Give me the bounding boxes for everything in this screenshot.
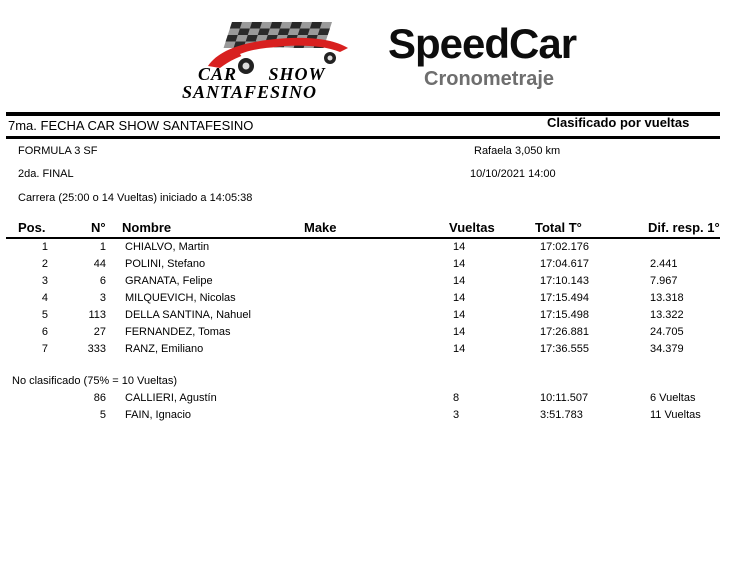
table-row (0, 275, 732, 292)
cell-name: CHIALVO, Martin (125, 241, 210, 253)
cell-name: RANZ, Emiliano (125, 343, 204, 355)
cell-diff: 34.379 (650, 343, 684, 355)
race-info: Carrera (25:00 o 14 Vueltas) iniciado a 14:05:38 (18, 192, 253, 204)
cell-laps: 14 (453, 292, 466, 304)
cell-total-time: 17:26.881 (540, 326, 589, 338)
cell-name: CALLIERI, Agustín (125, 392, 217, 404)
track: Rafaela 3,050 km (474, 145, 561, 157)
cell-pos: 5 (41, 309, 48, 321)
cell-laps: 14 (453, 258, 466, 270)
cell-name: FAIN, Ignacio (125, 409, 192, 421)
cell-number: 44 (93, 258, 106, 270)
cell-total-time: 17:10.143 (540, 275, 589, 287)
cell-pos: 4 (41, 292, 48, 304)
logo-car-show-text: CAR SHOW (198, 64, 326, 84)
cell-pos: 6 (41, 326, 48, 338)
cell-name: DELLA SANTINA, Nahuel (125, 309, 251, 321)
cell-diff: 11 Vueltas (650, 409, 701, 421)
cell-total-time: 17:02.176 (540, 241, 589, 253)
table-row (0, 241, 732, 258)
header-make: Make (304, 220, 337, 235)
cell-diff: 13.318 (650, 292, 684, 304)
cell-pos: 3 (41, 275, 48, 287)
car-show-logo (180, 18, 370, 100)
table-row (0, 326, 732, 343)
logo-santafesino-text: SANTAFESINO (182, 82, 318, 102)
session: 2da. FINAL (18, 168, 74, 180)
speedcar-logo-sub: Cronometraje (424, 68, 555, 90)
event-title: 7ma. FECHA CAR SHOW SANTAFESINO (8, 118, 254, 133)
cell-laps: 14 (453, 326, 466, 338)
cell-number: 113 (88, 309, 106, 321)
cell-number: 5 (99, 409, 106, 421)
cell-diff: 24.705 (650, 326, 684, 338)
table-row (0, 409, 732, 426)
cell-name: POLINI, Stefano (125, 258, 206, 270)
cell-name: GRANATA, Felipe (125, 275, 213, 287)
cell-number: 3 (99, 292, 106, 304)
speedcar-logo-name: SpeedCar (388, 20, 577, 67)
table-row (0, 292, 732, 309)
cell-laps: 8 (453, 392, 460, 404)
cell-diff: 7.967 (650, 275, 678, 287)
cell-laps: 14 (453, 343, 466, 355)
cell-diff: 2.441 (650, 258, 678, 270)
cell-total-time: 10:11.507 (540, 392, 589, 404)
datetime: 10/10/2021 14:00 (470, 168, 556, 180)
header-rule (6, 237, 720, 239)
header-name: Nombre (122, 220, 172, 235)
cell-total-time: 3:51.783 (540, 409, 583, 421)
cell-diff: 13.322 (650, 309, 684, 321)
category: FORMULA 3 SF (18, 145, 98, 157)
cell-total-time: 17:04.617 (540, 258, 589, 270)
cell-pos: 7 (41, 343, 48, 355)
cell-name: MILQUEVICH, Nicolas (125, 292, 236, 304)
cell-number: 27 (93, 326, 106, 338)
table-row (0, 343, 732, 360)
cell-laps: 14 (453, 275, 466, 287)
header-pos: Pos. (18, 220, 46, 235)
cell-laps: 14 (453, 309, 466, 321)
table-row (0, 258, 732, 275)
cell-diff: 6 Vueltas (650, 392, 696, 404)
cell-number: 1 (99, 241, 106, 253)
cell-laps: 14 (453, 241, 466, 253)
cell-total-time: 17:36.555 (540, 343, 589, 355)
table-row (0, 309, 732, 326)
header-laps: Vueltas (449, 220, 495, 235)
report-type: Clasificado por vueltas (547, 115, 690, 130)
header-number: N° (91, 220, 106, 235)
title-bottom-rule (6, 136, 720, 139)
speedcar-logo (388, 20, 638, 94)
cell-name: FERNANDEZ, Tomas (125, 326, 231, 338)
not-classified-label: No clasificado (75% = 10 Vueltas) (12, 375, 177, 387)
cell-number: 86 (93, 392, 106, 404)
cell-laps: 3 (453, 409, 460, 421)
cell-number: 333 (87, 343, 106, 355)
cell-number: 6 (99, 275, 106, 287)
table-row (0, 392, 732, 409)
cell-total-time: 17:15.494 (540, 292, 589, 304)
header-total-time: Total T° (535, 220, 582, 235)
cell-pos: 2 (41, 258, 48, 270)
header-diff: Dif. resp. 1° (648, 220, 720, 235)
cell-total-time: 17:15.498 (540, 309, 589, 321)
cell-pos: 1 (41, 241, 48, 253)
